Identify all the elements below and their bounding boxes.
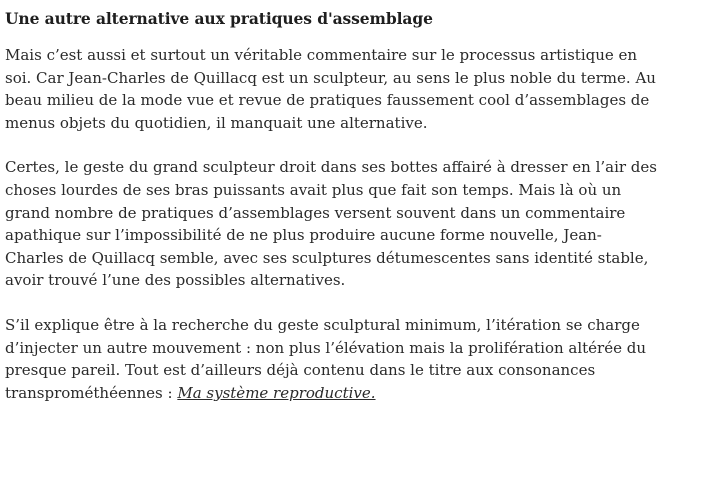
paragraph-line: Charles de Quillacq semble, avec ses sculptures détumescentes sans identité stable, bbox=[5, 248, 649, 267]
work-title-link[interactable]: Ma système reproductive. bbox=[177, 383, 376, 402]
paragraph-line: Certes, le geste du grand sculpteur droit dans ses bottes affairé à dresser en l’air des bbox=[5, 158, 657, 177]
paragraph-last-line bbox=[5, 382, 721, 405]
paragraph-line: Mais c’est aussi et surtout un véritable commentaire sur le processus artistique en bbox=[5, 46, 638, 64]
paragraph-line: presque pareil. Tout est d’ailleurs déjà contenu dans le titre aux consonances bbox=[5, 361, 596, 380]
paragraph-line: grand nombre de pratiques d’assemblages versent souvent dans un commentaire bbox=[5, 203, 626, 222]
paragraph-line: S’il explique être à la recherche du geste sculptural minimum, l’itération se charge bbox=[5, 315, 640, 334]
paragraph-line: soi. Car Jean-Charles de Quillacq est un sculpteur, au sens le plus noble du terme. Au bbox=[5, 68, 656, 87]
paragraph-3 bbox=[5, 314, 721, 404]
paragraph-line: beau milieu de la mode vue et revue de pratiques faussement cool d’assemblages de bbox=[5, 91, 650, 110]
paragraph-line: avoir trouvé l’une des possibles alternatives. bbox=[5, 271, 346, 290]
paragraph-line: menus objets du quotidien, il manquait une alternative. bbox=[5, 113, 428, 132]
paragraph-1 bbox=[5, 44, 721, 134]
paragraph-line-text: transprométhéennes : bbox=[5, 383, 178, 402]
paragraph-line: d’injecter un autre mouvement : non plus l’élévation mais la prolifération altérée du bbox=[5, 338, 647, 357]
paragraph-line: apathique sur l’impossibilité de ne plus produire aucune forme nouvelle, Jean- bbox=[5, 226, 602, 245]
paragraph-line: choses lourdes de ses bras puissants avait plus que fait son temps. Mais là où un bbox=[5, 180, 622, 199]
paragraph-2 bbox=[5, 156, 721, 292]
section-heading: Une autre alternative aux pratiques d'assemblage bbox=[5, 9, 433, 28]
